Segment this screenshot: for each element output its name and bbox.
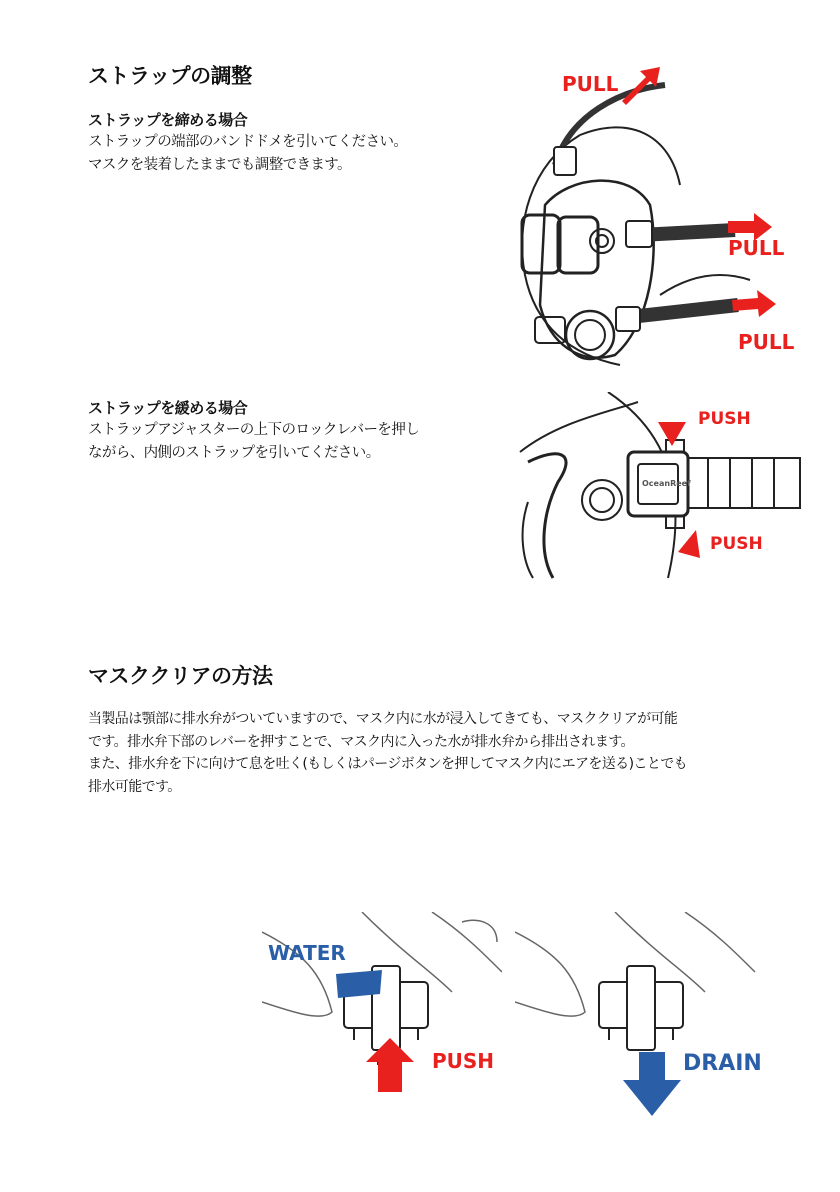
loosen-strap-figure: [518, 392, 808, 580]
tighten-text: [88, 131, 488, 176]
pull-label-2: PULL: [728, 236, 785, 260]
loosen-line-2: ながら、内側のストラップを引いてください。: [88, 444, 380, 461]
valve-push-figure: [262, 912, 502, 1102]
clear-line-1: 当製品は顎部に排水弁がついていますので、マスク内に水が浸入してきても、マスククリアが可能: [88, 711, 678, 727]
adjuster-brand-mark: OceanReef: [642, 479, 691, 488]
loosen-heading: ストラップを緩める場合: [88, 399, 248, 417]
push-label-bottom: PUSH: [710, 534, 763, 554]
tighten-line-1: ストラップの端部のバンドドメを引いてください。: [88, 134, 408, 150]
clear-section-title: マスククリアの方法: [88, 664, 273, 688]
tighten-line-2: マスクを装着したままでも調整できます。: [88, 156, 351, 173]
pull-label-1: PULL: [562, 72, 619, 96]
clear-line-3: また、排水弁を下に向けて息を吐く(もしくはパージボタンを押してマスク内にエアを送る)ことでも: [88, 756, 688, 772]
loosen-line-1: ストラップアジャスターの上下のロックレバーを押し: [88, 422, 420, 438]
drain-label: DRAIN: [683, 1051, 762, 1076]
push-label-valve: PUSH: [432, 1049, 495, 1073]
clear-line-4: 排水可能です。: [88, 778, 181, 795]
push-label-top: PUSH: [698, 409, 751, 429]
valve-drain-figure: [515, 912, 765, 1122]
tighten-heading: ストラップを締める場合: [88, 111, 248, 129]
tighten-strap-figure: [510, 55, 810, 380]
clear-line-2: です。排水弁下部のレバーを押すことで、マスク内に入った水が排水弁から排出されます。: [88, 733, 634, 750]
strap-section-title: ストラップの調整: [88, 64, 252, 88]
pull-label-3: PULL: [738, 330, 795, 354]
water-label: WATER: [268, 941, 346, 965]
loosen-text: [88, 419, 508, 464]
clear-text: [88, 708, 788, 798]
